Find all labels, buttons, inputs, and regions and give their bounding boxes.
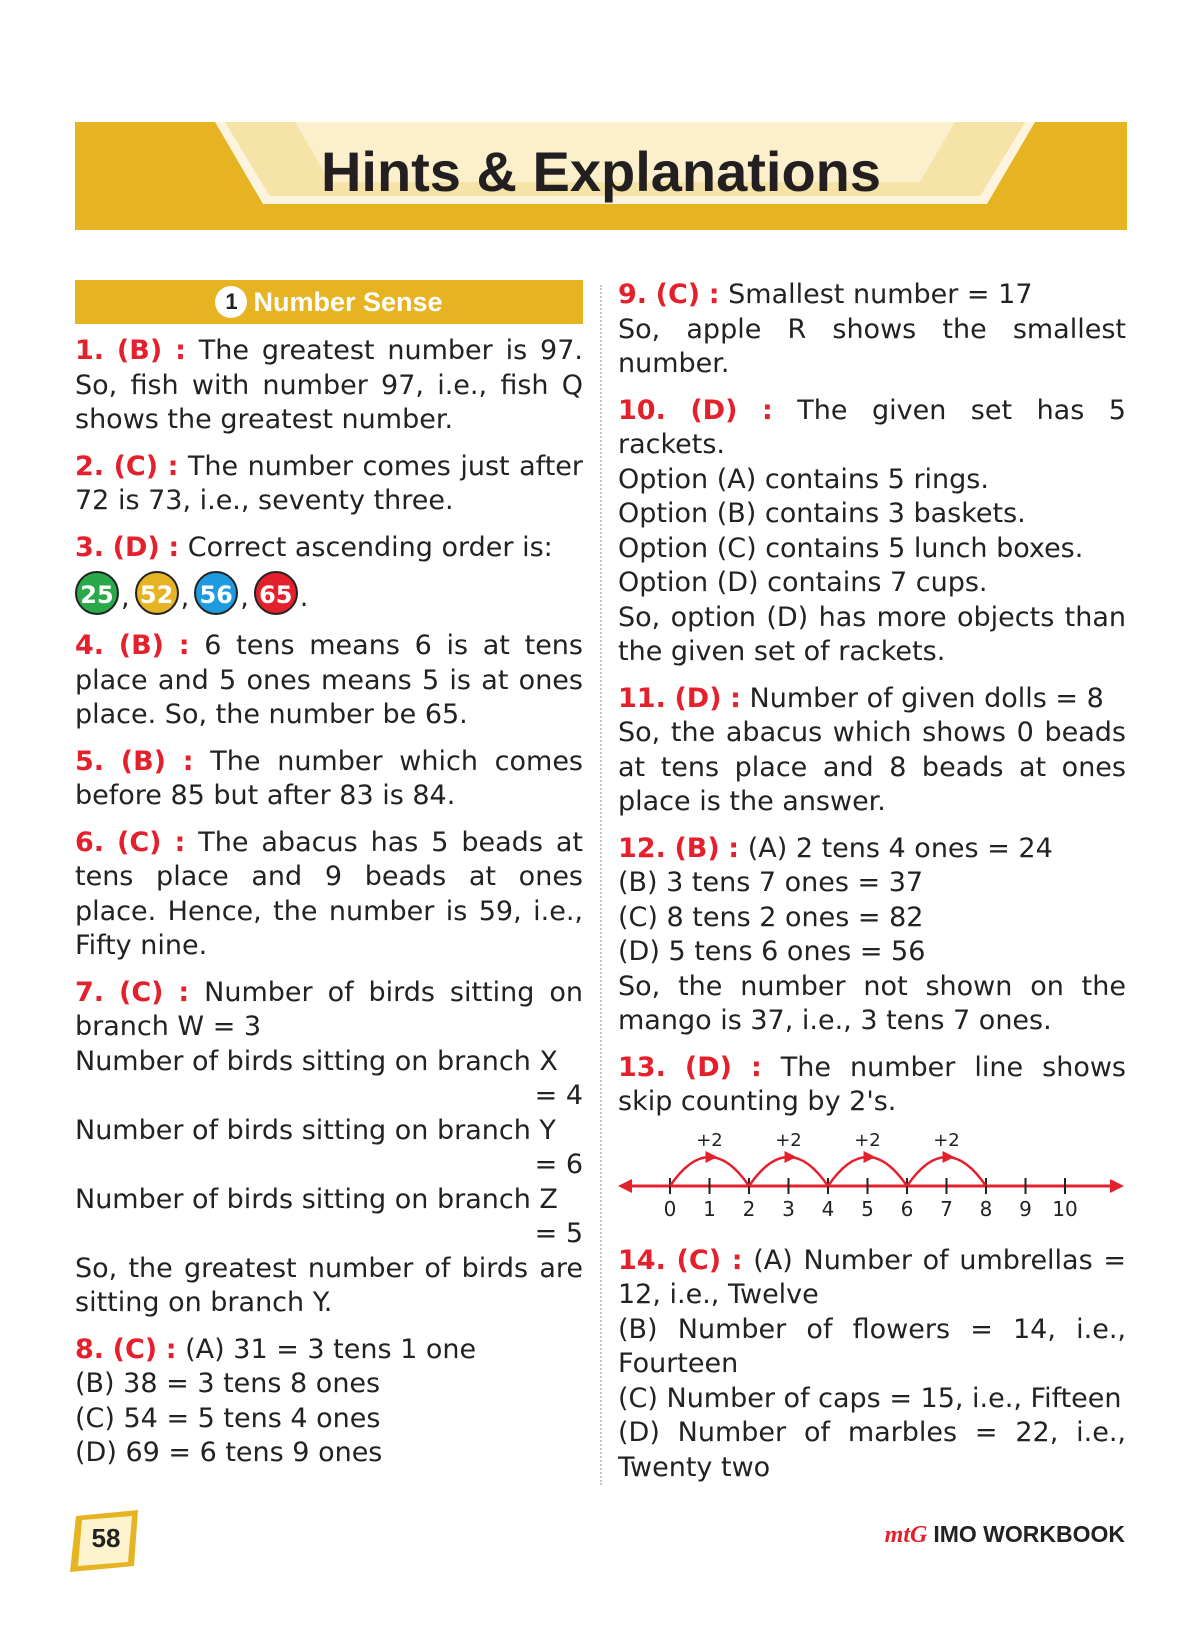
- explanation-line: (C) 8 tens 2 ones = 82: [618, 901, 924, 933]
- tick-label: 6: [900, 1196, 914, 1221]
- explanation-line: Option (A) contains 5 rings.: [618, 463, 989, 495]
- left-arrow-icon: [618, 1179, 632, 1193]
- answer-colon: :: [168, 531, 180, 563]
- question-number: 8.: [75, 1333, 105, 1365]
- number-ball: 25: [75, 571, 119, 615]
- answer-option: (B): [116, 335, 163, 366]
- end-period: .: [299, 581, 309, 613]
- answer-option: (D): [690, 394, 738, 426]
- brand-footer: [885, 1521, 1125, 1549]
- tick-label: 7: [940, 1196, 953, 1221]
- tick-label: 10: [1052, 1196, 1078, 1221]
- question-number: 12.: [618, 832, 666, 864]
- explanation-text: The number which comes before 85 but after 83 is 84.: [75, 745, 583, 811]
- answer-option: (B): [118, 630, 165, 661]
- explanation-conclusion: So, the greatest number of birds are sitting on branch Y.: [75, 1252, 583, 1318]
- answer-option: (C): [117, 826, 162, 858]
- answer-10: [618, 394, 1126, 670]
- tick-label: 2: [742, 1196, 756, 1221]
- answer-14: [618, 1244, 1126, 1486]
- jump-label: +2: [696, 1129, 723, 1151]
- section-title: Number Sense: [253, 287, 443, 317]
- explanation-line: (B) Number of flowers = 14, i.e., Fourteen: [618, 1313, 1126, 1379]
- explanation-text: The number line shows skip counting by 2's.: [618, 1051, 1126, 1117]
- jump-label: +2: [933, 1129, 960, 1151]
- left-column: [75, 278, 583, 1483]
- tick-label: 4: [821, 1196, 835, 1221]
- separator: ,: [121, 581, 130, 613]
- explanation-line: So, option (D) has more objects than the given set of rackets.: [618, 601, 1126, 667]
- answer-option: (C): [676, 1244, 722, 1276]
- ascending-order-balls: [75, 571, 583, 621]
- question-number: 10.: [618, 394, 666, 426]
- answer-option: (B): [120, 745, 167, 777]
- answer-colon: :: [165, 1333, 177, 1365]
- explanation-line: Option (B) contains 3 baskets.: [618, 498, 1026, 529]
- question-number: 4.: [75, 630, 105, 661]
- jump-arrow-icon: [864, 1151, 876, 1163]
- jump-arrow-icon: [943, 1151, 955, 1163]
- explanation-line: Option (C) contains 5 lunch boxes.: [618, 532, 1084, 564]
- answer-8: [75, 1333, 583, 1471]
- question-number: 7.: [75, 976, 105, 1008]
- answer-option: (D): [674, 682, 722, 714]
- tick-label: 9: [1019, 1196, 1032, 1221]
- explanation-text: The greatest number is 97. So, fish with number 97, i.e., fish Q shows the greatest number.: [75, 335, 583, 435]
- answer-9: [618, 278, 1126, 382]
- answer-colon: :: [174, 826, 186, 858]
- answer-13: [618, 1051, 1126, 1120]
- explanation-line: Number of birds sitting on branch X: [75, 1045, 558, 1077]
- answer-option: (B): [674, 832, 720, 864]
- tick-label: 1: [703, 1196, 716, 1221]
- explanation-line: So, apple R shows the smallest number.: [618, 313, 1126, 379]
- explanation-text: (A) Number of umbrellas = 12, i.e., Twelve: [618, 1244, 1126, 1310]
- explanation-line: (D) Number of marbles = 22, i.e., Twenty two: [618, 1417, 1126, 1483]
- answer-colon: :: [750, 1051, 762, 1083]
- section-number: 1: [215, 286, 247, 318]
- answer-colon: :: [182, 745, 194, 777]
- column-divider: [600, 285, 602, 1485]
- answer-1: [75, 334, 583, 438]
- separator: ,: [240, 581, 249, 613]
- tick-label: 3: [782, 1196, 795, 1221]
- tick-label: 5: [861, 1196, 874, 1221]
- page-title: Hints & Explanations: [320, 140, 882, 203]
- answer-4: [75, 629, 583, 733]
- number-ball: 52: [135, 571, 179, 615]
- explanation-text: The number comes just after 72 is 73, i.e., seventy three.: [75, 450, 583, 516]
- answer-colon: :: [731, 1244, 743, 1276]
- question-number: 3.: [75, 531, 105, 563]
- explanation-text: 6 tens means 6 is at tens place and 5 ones means 5 is at ones place. So, the number be 65.: [75, 630, 583, 730]
- explanation-text: Smallest number = 17: [728, 279, 1033, 310]
- explanation-line: (B) 3 tens 7 ones = 37: [618, 867, 924, 898]
- answer-colon: :: [708, 279, 720, 310]
- number-line-figure: [618, 1126, 1126, 1236]
- question-number: 14.: [618, 1244, 666, 1276]
- number-ball: 56: [194, 571, 238, 615]
- answer-7: [75, 976, 583, 1321]
- section-header: [75, 280, 583, 324]
- question-number: 11.: [618, 682, 666, 714]
- question-number: 5.: [75, 745, 105, 777]
- answer-6: [75, 826, 583, 964]
- answer-option: (D): [684, 1051, 732, 1083]
- answer-5: [75, 745, 583, 814]
- jump-arrow-icon: [785, 1151, 797, 1163]
- tick-label: 0: [663, 1196, 677, 1221]
- answer-colon: :: [178, 976, 190, 1008]
- question-number: 6.: [75, 826, 105, 858]
- explanation-line: (B) 38 = 3 tens 8 ones: [75, 1368, 381, 1399]
- question-number: 13.: [618, 1051, 666, 1083]
- answer-option: (C): [113, 450, 159, 482]
- explanation-line: Number of birds sitting on branch Y: [75, 1114, 556, 1146]
- page-number: 58: [91, 1523, 121, 1553]
- separator: ,: [180, 581, 190, 613]
- answer-11: [618, 682, 1126, 820]
- jump-label: +2: [854, 1129, 881, 1151]
- jump-label: +2: [775, 1129, 802, 1151]
- answer-12: [618, 832, 1126, 1039]
- answer-colon: :: [730, 682, 741, 714]
- explanation-text: Number of birds sitting on branch W = 3: [75, 976, 583, 1042]
- answer-option: (D): [112, 531, 160, 563]
- question-number: 9.: [618, 279, 648, 310]
- title-banner: [75, 122, 1127, 230]
- explanation-line: So, the abacus which shows 0 beads at tens place and 8 beads at ones place is the answer.: [618, 717, 1126, 817]
- answer-colon: :: [167, 450, 179, 482]
- right-column: [618, 278, 1126, 1497]
- brand-logo: mtG: [884, 1522, 928, 1548]
- answer-2: [75, 450, 583, 519]
- explanation-text: The given set has 5 rackets.: [618, 394, 1126, 460]
- answer-colon: :: [175, 335, 186, 366]
- answer-colon: :: [728, 832, 740, 864]
- explanation-line: So, the number not shown on the mango is 37, i.e., 3 tens 7 ones.: [618, 970, 1126, 1036]
- explanation-value: = 4: [534, 1080, 583, 1111]
- answer-colon: :: [761, 394, 773, 426]
- explanation-value: = 6: [534, 1149, 583, 1180]
- explanation-value: = 5: [534, 1218, 583, 1249]
- answer-colon: :: [178, 630, 190, 661]
- number-line-diagram: [618, 1126, 1126, 1236]
- explanation-text: Number of given dolls = 8: [749, 682, 1104, 714]
- answer-option: (C): [118, 976, 164, 1008]
- answer-option: (C): [112, 1333, 158, 1365]
- explanation-text: (A) 2 tens 4 ones = 24: [747, 832, 1053, 864]
- explanation-line: (C) Number of caps = 15, i.e., Fifteen: [618, 1382, 1122, 1414]
- explanation-line: (D) 5 tens 6 ones = 56: [618, 936, 926, 967]
- explanation-line: Option (D) contains 7 cups.: [618, 567, 988, 598]
- explanation-text: Correct ascending order is:: [187, 531, 553, 563]
- explanation-text: (A) 31 = 3 tens 1 one: [185, 1333, 477, 1365]
- explanation-line: Number of birds sitting on branch Z: [75, 1183, 558, 1215]
- explanation-line: (C) 54 = 5 tens 4 ones: [75, 1402, 381, 1434]
- right-arrow-icon: [1110, 1179, 1124, 1193]
- question-number: 2.: [75, 450, 105, 482]
- number-ball: 65: [254, 571, 298, 615]
- answer-option: (C): [655, 279, 701, 310]
- tick-label: 8: [979, 1196, 993, 1221]
- explanation-line: (D) 69 = 6 tens 9 ones: [75, 1437, 383, 1468]
- answer-3: [75, 531, 583, 566]
- jump-arrow-icon: [706, 1151, 718, 1163]
- workbook-title: IMO WORKBOOK: [933, 1521, 1125, 1547]
- explanation-text: The abacus has 5 beads at tens place and 9 beads at ones place. Hence, the number is 59, i.e., Fifty nine.: [75, 826, 583, 961]
- question-number: 1.: [75, 335, 105, 366]
